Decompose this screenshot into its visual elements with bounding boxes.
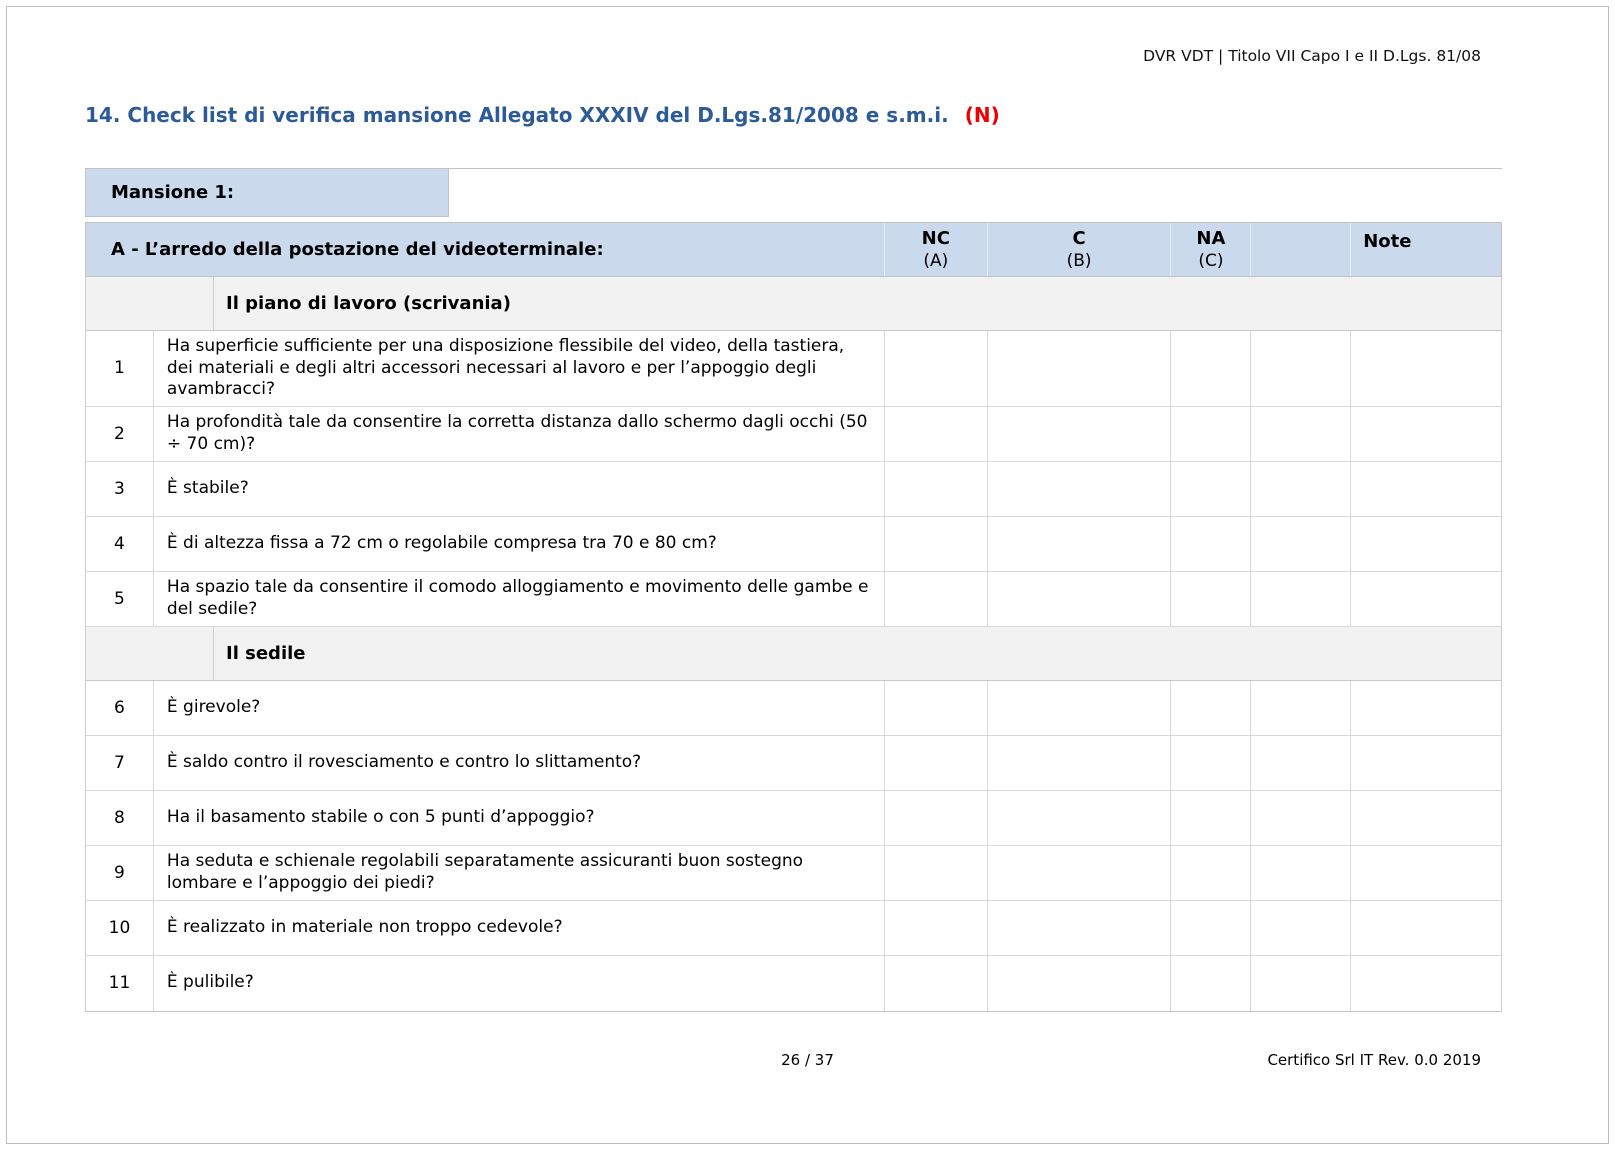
question-number: 4 — [86, 517, 154, 571]
answer-cell-na — [1171, 407, 1251, 461]
answer-cell-blank — [1251, 572, 1351, 626]
answer-cell-note — [1351, 331, 1501, 406]
column-header-na-letter: (C) — [1198, 250, 1224, 271]
footer-page-number: 26 / 37 — [781, 1051, 834, 1069]
answer-cell-na — [1171, 791, 1251, 845]
answer-cell-nc — [885, 681, 988, 735]
question-row — [86, 901, 1501, 956]
question-text: Ha il basamento stabile o con 5 punti d’appoggio? — [154, 791, 885, 845]
column-header-c-letter: (B) — [1066, 250, 1092, 271]
section-row-spacer-cell — [86, 277, 214, 330]
answer-cell-c — [988, 517, 1172, 571]
answer-cell-nc — [885, 956, 988, 1011]
column-header-note — [1351, 223, 1501, 276]
column-header-na-code: NA — [1196, 227, 1226, 249]
question-number: 8 — [86, 791, 154, 845]
answer-cell-na — [1171, 517, 1251, 571]
answer-cell-c — [988, 901, 1172, 955]
answer-cell-nc — [885, 462, 988, 516]
document-header-text: DVR VDT | Titolo VII Capo I e II D.Lgs. 81/08 — [1143, 47, 1481, 65]
question-row — [86, 462, 1501, 517]
answer-cell-note — [1351, 901, 1501, 955]
answer-cell-nc — [885, 407, 988, 461]
column-header-c-code: C — [1072, 227, 1086, 249]
answer-cell-nc — [885, 791, 988, 845]
mansione-cell — [85, 169, 449, 217]
section-row-spacer-cell — [86, 627, 214, 680]
question-text: È pulibile? — [154, 956, 885, 1011]
section-a-label: A - L’arredo della postazione del videoterminale: — [86, 223, 885, 276]
answer-cell-nc — [885, 736, 988, 790]
question-row — [86, 736, 1501, 791]
answer-cell-na — [1171, 846, 1251, 900]
answer-cell-c — [988, 572, 1172, 626]
question-row — [86, 846, 1501, 901]
section-row — [86, 627, 1501, 681]
answer-cell-blank — [1251, 956, 1351, 1011]
page-title-text: 14. Check list di verifica mansione Allegato XXXIV del D.Lgs.81/2008 e s.m.i. — [85, 103, 949, 127]
answer-cell-blank — [1251, 407, 1351, 461]
answer-cell-c — [988, 331, 1172, 406]
question-text: È realizzato in materiale non troppo cedevole? — [154, 901, 885, 955]
question-text: Ha spazio tale da consentire il comodo alloggiamento e movimento delle gambe e del sedile? — [154, 572, 885, 626]
answer-cell-nc — [885, 846, 988, 900]
answer-cell-note — [1351, 517, 1501, 571]
answer-cell-note — [1351, 956, 1501, 1011]
answer-cell-blank — [1251, 736, 1351, 790]
answer-cell-nc — [885, 901, 988, 955]
answer-cell-nc — [885, 517, 988, 571]
answer-cell-nc — [885, 331, 988, 406]
question-row — [86, 791, 1501, 846]
column-header-note-label: Note — [1363, 231, 1412, 252]
answer-cell-c — [988, 791, 1172, 845]
question-text: Ha superficie sufficiente per una disposizione flessibile del video, della tastiera, dei materiali e degli altri accessori necessari al lavoro e per l’appoggio degli avambracci? — [154, 331, 885, 406]
section-label: Il piano di lavoro (scrivania) — [226, 293, 511, 314]
question-text: È saldo contro il rovesciamento e contro lo slittamento? — [154, 736, 885, 790]
column-header-na — [1171, 223, 1251, 276]
checklist-rows — [85, 277, 1502, 1012]
answer-cell-c — [988, 407, 1172, 461]
column-header-blank — [1251, 223, 1351, 276]
page-title — [85, 103, 1000, 127]
answer-cell-na — [1171, 956, 1251, 1011]
checklist-table — [85, 168, 1502, 1012]
question-row — [86, 407, 1501, 462]
question-number: 5 — [86, 572, 154, 626]
question-row — [86, 681, 1501, 736]
answer-cell-c — [988, 956, 1172, 1011]
question-number: 9 — [86, 846, 154, 900]
section-label: Il sedile — [226, 642, 306, 664]
answer-cell-note — [1351, 736, 1501, 790]
question-number: 6 — [86, 681, 154, 735]
question-row — [86, 956, 1501, 1011]
answer-cell-note — [1351, 572, 1501, 626]
question-text: Ha profondità tale da consentire la corretta distanza dallo schermo dagli occhi (50 ÷ 70 cm)? — [154, 407, 885, 461]
answer-cell-note — [1351, 462, 1501, 516]
answer-cell-blank — [1251, 791, 1351, 845]
answer-cell-note — [1351, 791, 1501, 845]
answer-cell-na — [1171, 572, 1251, 626]
answer-cell-c — [988, 736, 1172, 790]
question-number: 7 — [86, 736, 154, 790]
answer-cell-nc — [885, 572, 988, 626]
question-number: 10 — [86, 901, 154, 955]
answer-cell-blank — [1251, 681, 1351, 735]
question-number: 2 — [86, 407, 154, 461]
question-number: 11 — [86, 956, 154, 1011]
answer-cell-blank — [1251, 846, 1351, 900]
answer-cell-note — [1351, 846, 1501, 900]
answer-cell-na — [1171, 736, 1251, 790]
column-header-nc-code: NC — [921, 227, 950, 249]
question-text: Ha seduta e schienale regolabili separatamente assicuranti buon sostegno lombare e l’appoggio dei piedi? — [154, 846, 885, 900]
answer-cell-blank — [1251, 901, 1351, 955]
answer-cell-na — [1171, 331, 1251, 406]
answer-cell-c — [988, 462, 1172, 516]
section-a-header-row — [85, 222, 1502, 277]
answer-cell-na — [1171, 901, 1251, 955]
answer-cell-c — [988, 681, 1172, 735]
question-text: È di altezza fissa a 72 cm o regolabile compresa tra 70 e 80 cm? — [154, 517, 885, 571]
question-row — [86, 517, 1501, 572]
section-row — [86, 277, 1501, 331]
question-text: È stabile? — [154, 462, 885, 516]
question-number: 1 — [86, 331, 154, 406]
title-n-flag: (N) — [964, 103, 1000, 127]
column-header-nc-letter: (A) — [923, 250, 949, 271]
answer-cell-note — [1351, 681, 1501, 735]
answer-cell-na — [1171, 681, 1251, 735]
answer-cell-c — [988, 846, 1172, 900]
question-row — [86, 572, 1501, 627]
question-row — [86, 331, 1501, 407]
answer-cell-note — [1351, 407, 1501, 461]
answer-cell-blank — [1251, 331, 1351, 406]
mansione-row — [85, 168, 1502, 217]
question-text: È girevole? — [154, 681, 885, 735]
column-header-c — [988, 223, 1172, 276]
mansione-label: Mansione 1: — [111, 182, 235, 203]
question-number: 3 — [86, 462, 154, 516]
answer-cell-na — [1171, 462, 1251, 516]
answer-cell-blank — [1251, 462, 1351, 516]
footer-revision-text: Certifico Srl IT Rev. 0.0 2019 — [1267, 1051, 1481, 1069]
answer-cell-blank — [1251, 517, 1351, 571]
column-header-nc — [885, 223, 988, 276]
